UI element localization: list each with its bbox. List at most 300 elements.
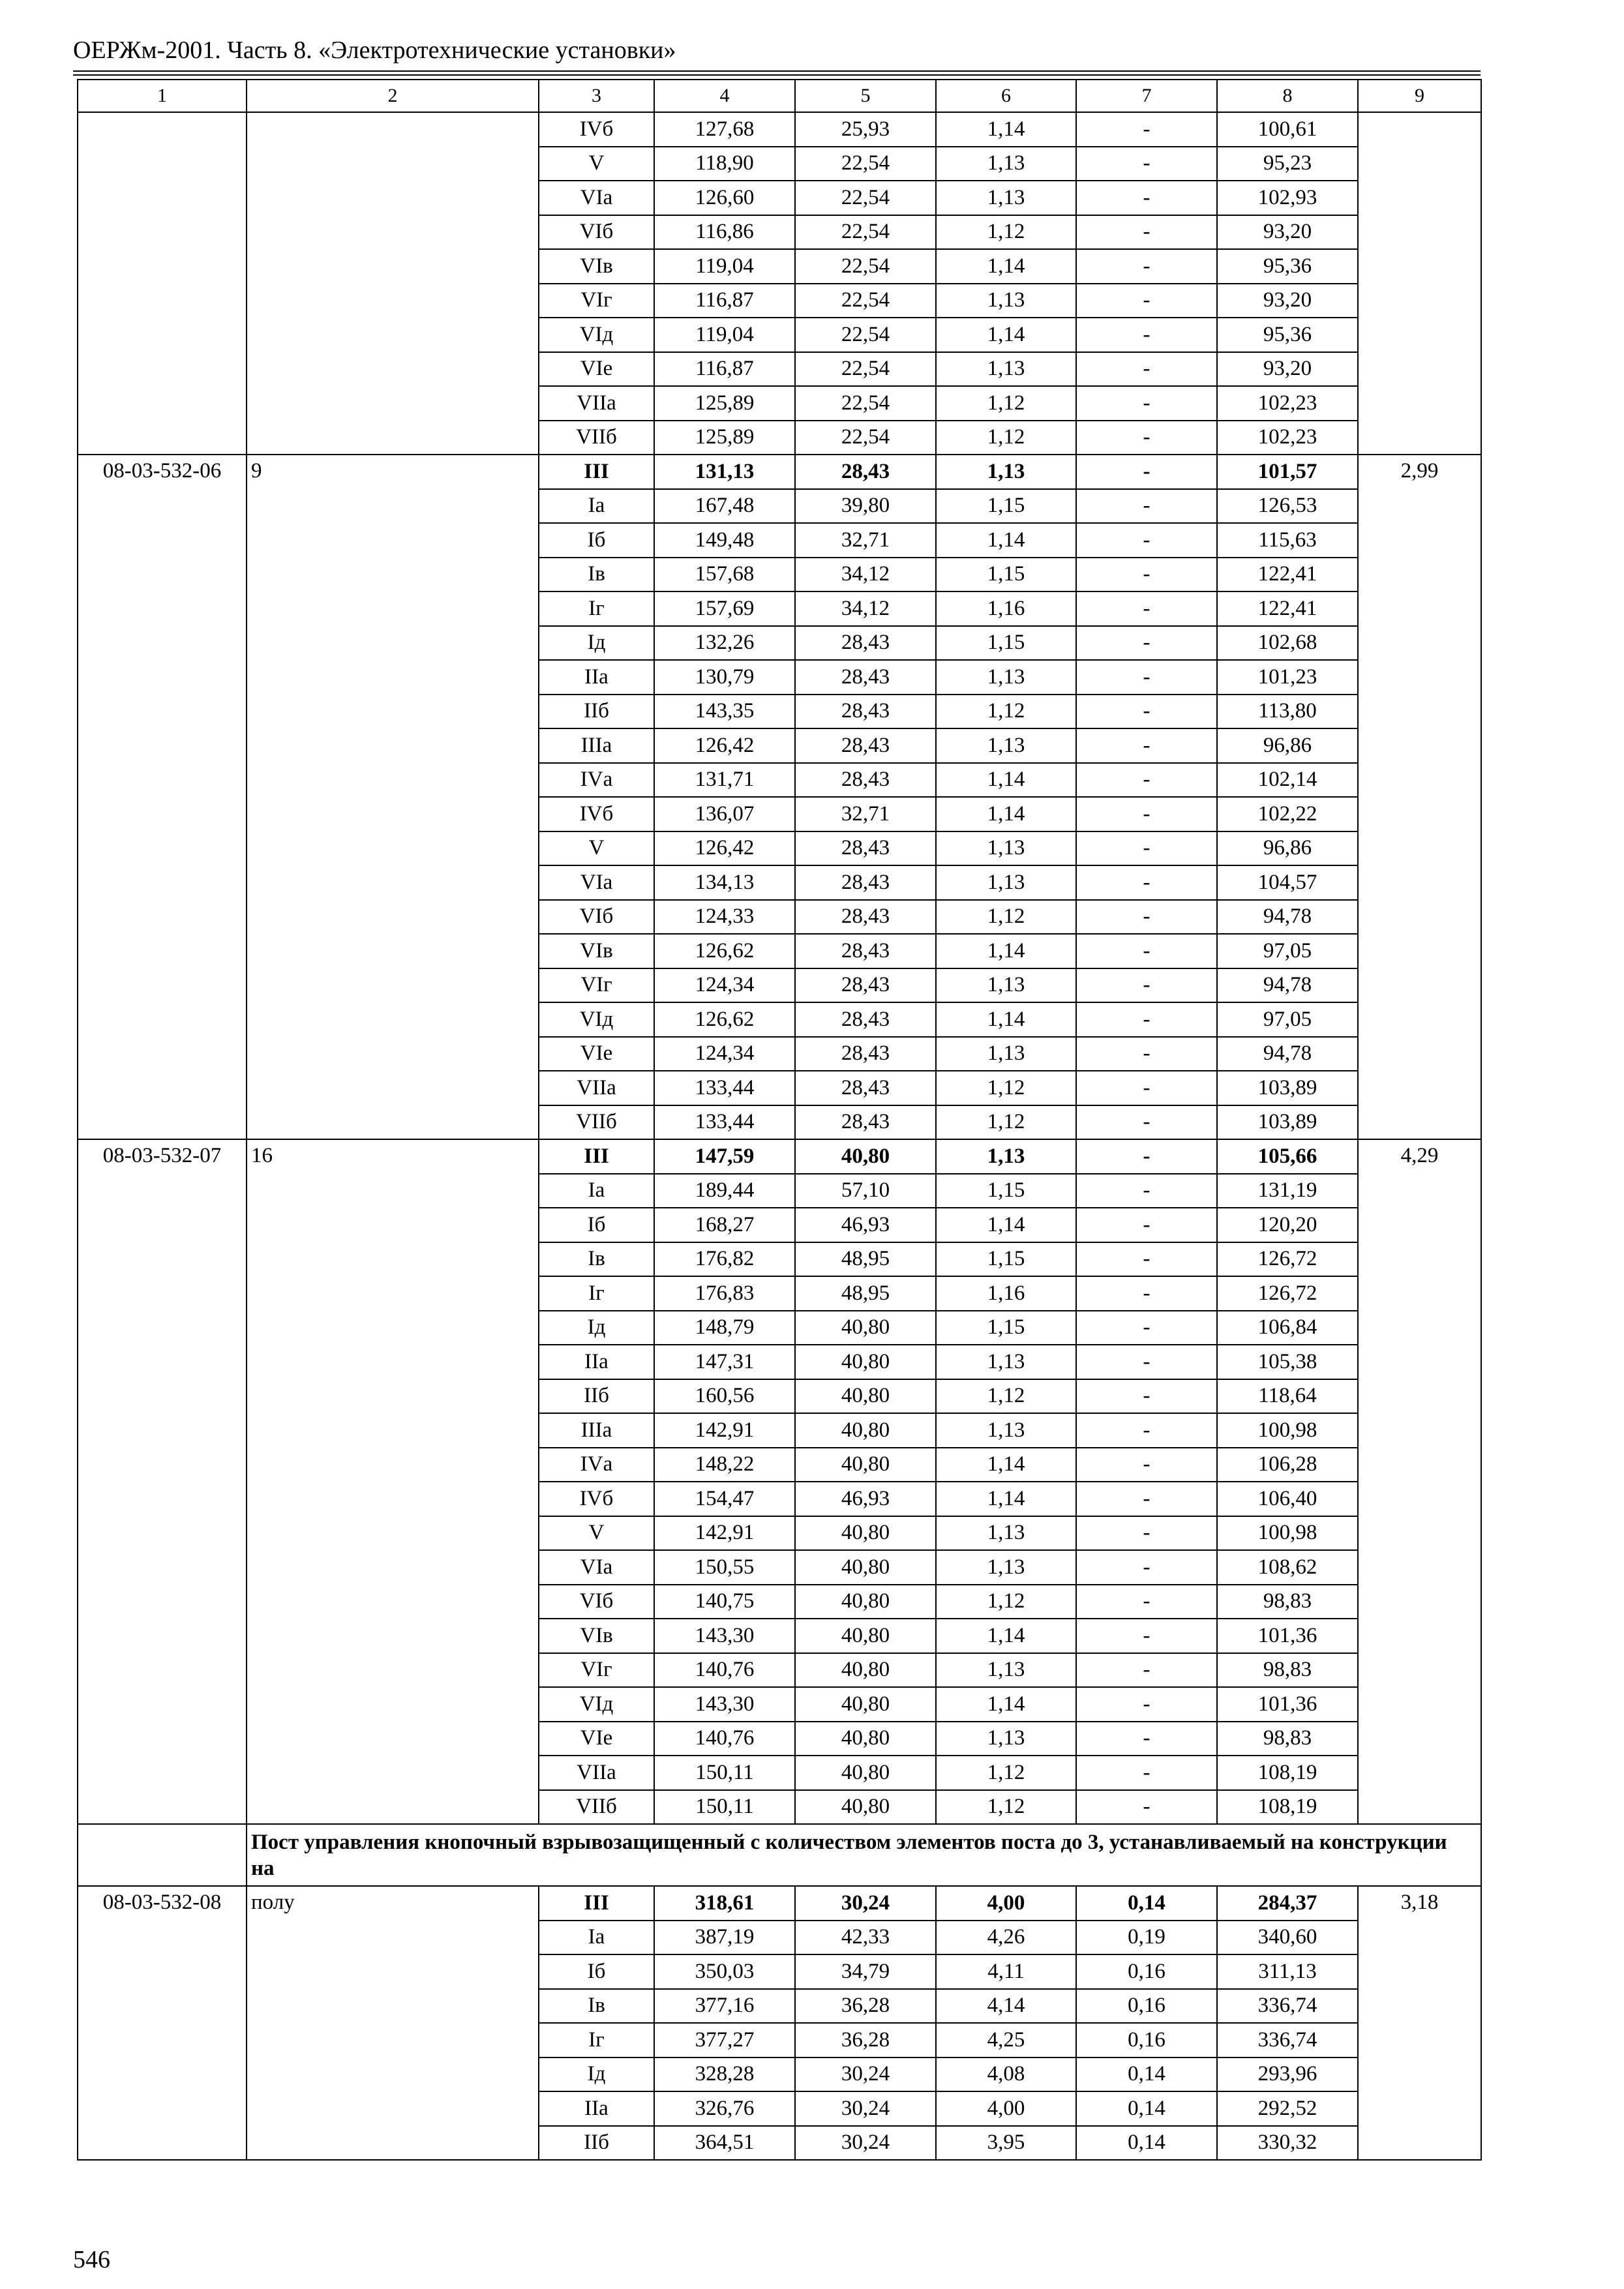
value-cell: 130,79 [654,660,795,695]
value-cell: Iв [539,1242,654,1277]
value-cell: 133,44 [654,1105,795,1140]
value-cell: 189,44 [654,1174,795,1208]
value-cell: 1,12 [936,421,1076,455]
column-number-cell: 5 [795,80,936,112]
value-cell: 95,36 [1217,249,1358,284]
value-cell: 150,11 [654,1756,795,1790]
value-cell: 293,96 [1217,2057,1358,2092]
value-cell: 115,63 [1217,523,1358,558]
value-cell: 0,16 [1076,2023,1217,2057]
value-cell: VIIа [539,386,654,421]
header-rule [73,74,1481,76]
value-cell: 101,36 [1217,1619,1358,1653]
value-cell: V [539,147,654,181]
value-cell: 57,10 [795,1174,936,1208]
value-cell: 98,83 [1217,1585,1358,1619]
value-cell: VIа [539,865,654,900]
page-number: 546 [73,2246,110,2273]
value-cell: 40,80 [795,1653,936,1688]
value-cell: Iв [539,558,654,592]
value-cell: 318,61 [654,1886,795,1921]
value-cell: 30,24 [795,2126,936,2161]
value-cell: - [1076,797,1217,831]
value-cell: 1,13 [936,352,1076,387]
value-cell: 377,16 [654,1989,795,2024]
value-cell: 176,83 [654,1276,795,1311]
value-cell: - [1076,1174,1217,1208]
value-cell: 1,13 [936,1413,1076,1448]
value-cell: 22,54 [795,181,936,215]
value-cell: 22,54 [795,318,936,352]
value-cell: 1,13 [936,147,1076,181]
value-cell: - [1076,249,1217,284]
value-cell: IIа [539,1345,654,1379]
value-cell: 28,43 [795,900,936,935]
norm-cell [1358,112,1481,455]
value-cell: 1,14 [936,1448,1076,1482]
value-cell: - [1076,1722,1217,1756]
value-cell: 103,89 [1217,1071,1358,1105]
value-cell: VIIа [539,1071,654,1105]
value-cell: 160,56 [654,1379,795,1414]
value-cell: - [1076,865,1217,900]
value-cell: - [1076,1687,1217,1722]
value-cell: IVб [539,112,654,147]
value-cell: - [1076,455,1217,489]
value-cell: 1,12 [936,1585,1076,1619]
value-cell: Iг [539,1276,654,1311]
value-cell: III [539,455,654,489]
value-cell: 93,20 [1217,284,1358,318]
value-cell: 132,26 [654,626,795,661]
value-cell: 1,13 [936,728,1076,763]
value-cell: VIд [539,318,654,352]
rate-code-cell: 08-03-532-06 [78,455,247,1139]
value-cell: 140,75 [654,1585,795,1619]
value-cell: 150,11 [654,1790,795,1825]
value-cell: 28,43 [795,660,936,695]
value-cell: 40,80 [795,1756,936,1790]
value-cell: Iд [539,1311,654,1345]
value-cell: 105,66 [1217,1139,1358,1174]
value-cell: 1,13 [936,660,1076,695]
value-cell: 1,14 [936,1619,1076,1653]
value-cell: 140,76 [654,1722,795,1756]
value-cell: 326,76 [654,2091,795,2126]
value-cell: 1,12 [936,1790,1076,1825]
value-cell: 1,14 [936,934,1076,968]
value-cell: 364,51 [654,2126,795,2161]
value-cell: 108,19 [1217,1756,1358,1790]
value-cell: 387,19 [654,1921,795,1955]
column-number-cell: 3 [539,80,654,112]
value-cell: VIд [539,1687,654,1722]
value-cell: 140,76 [654,1653,795,1688]
value-cell: 100,98 [1217,1516,1358,1551]
rate-description-cell: 16 [247,1139,539,1824]
value-cell: 48,95 [795,1276,936,1311]
value-cell: VIд [539,1002,654,1037]
value-cell: 28,43 [795,968,936,1003]
value-cell: 22,54 [795,421,936,455]
value-cell: 96,86 [1217,831,1358,866]
value-cell: 1,15 [936,1174,1076,1208]
value-cell: 157,69 [654,591,795,626]
value-cell: VIб [539,215,654,250]
value-cell: 30,24 [795,2091,936,2126]
value-cell: 22,54 [795,284,936,318]
value-cell: 28,43 [795,455,936,489]
value-cell: 1,12 [936,1071,1076,1105]
value-cell: 142,91 [654,1413,795,1448]
value-cell: Iа [539,1921,654,1955]
value-cell: III [539,1886,654,1921]
value-cell: 40,80 [795,1585,936,1619]
value-cell: - [1076,1550,1217,1585]
value-cell: VIа [539,1550,654,1585]
value-cell: 46,93 [795,1482,936,1516]
value-cell: 22,54 [795,352,936,387]
value-cell: 28,43 [795,1105,936,1140]
value-cell: 336,74 [1217,1989,1358,2024]
value-cell: - [1076,352,1217,387]
value-cell: 4,08 [936,2057,1076,2092]
value-cell: 36,28 [795,2023,936,2057]
value-cell: VIб [539,1585,654,1619]
value-cell: Iд [539,626,654,661]
value-cell: 1,15 [936,558,1076,592]
value-cell: 125,89 [654,421,795,455]
value-cell: 108,62 [1217,1550,1358,1585]
value-cell: 1,12 [936,900,1076,935]
value-cell: 40,80 [795,1722,936,1756]
value-cell: 22,54 [795,386,936,421]
value-cell: 126,72 [1217,1242,1358,1277]
value-cell: 157,68 [654,558,795,592]
value-cell: 28,43 [795,934,936,968]
value-cell: - [1076,1379,1217,1414]
value-cell: 48,95 [795,1242,936,1277]
value-cell: - [1076,1208,1217,1242]
value-cell: - [1076,968,1217,1003]
value-cell: - [1076,523,1217,558]
value-cell: 118,64 [1217,1379,1358,1414]
value-cell: 126,42 [654,831,795,866]
value-cell: 147,59 [654,1139,795,1174]
value-cell: 176,82 [654,1242,795,1277]
value-cell: VIе [539,1037,654,1071]
value-cell: 122,41 [1217,591,1358,626]
value-cell: IIIа [539,1413,654,1448]
value-cell: 118,90 [654,147,795,181]
value-cell: 34,12 [795,558,936,592]
value-cell: 126,62 [654,1002,795,1037]
value-cell: 94,78 [1217,1037,1358,1071]
value-cell: 97,05 [1217,934,1358,968]
value-cell: 1,12 [936,386,1076,421]
value-cell: 1,14 [936,797,1076,831]
value-cell: 136,07 [654,797,795,831]
value-cell: 1,14 [936,523,1076,558]
norm-cell: 4,29 [1358,1139,1481,1824]
column-number-cell: 9 [1358,80,1481,112]
value-cell: 125,89 [654,386,795,421]
value-cell: 3,95 [936,2126,1076,2161]
value-cell: - [1076,626,1217,661]
value-cell: VIа [539,181,654,215]
value-cell: - [1076,1516,1217,1551]
value-cell: 116,86 [654,215,795,250]
value-cell: 148,79 [654,1311,795,1345]
value-cell: VIе [539,1722,654,1756]
value-cell: 101,57 [1217,455,1358,489]
value-cell: Iв [539,1989,654,2024]
value-cell: 34,12 [795,591,936,626]
value-cell: 22,54 [795,215,936,250]
value-cell: 124,34 [654,968,795,1003]
value-cell: 131,71 [654,763,795,798]
value-cell: 1,13 [936,284,1076,318]
value-cell: 126,60 [654,181,795,215]
rate-description-cell: полу [247,1886,539,2160]
value-cell: 39,80 [795,489,936,524]
value-cell: 0,14 [1076,2126,1217,2161]
value-cell: - [1076,660,1217,695]
value-cell: 1,14 [936,763,1076,798]
value-cell: 32,71 [795,523,936,558]
value-cell: 40,80 [795,1311,936,1345]
value-cell: 1,13 [936,1139,1076,1174]
value-cell: 4,00 [936,1886,1076,1921]
value-cell: - [1076,1105,1217,1140]
value-cell: IVб [539,1482,654,1516]
value-cell: 34,79 [795,1954,936,1989]
column-number-row [78,80,1481,112]
value-cell: 108,19 [1217,1790,1358,1825]
value-cell: 1,14 [936,112,1076,147]
value-cell: 1,12 [936,695,1076,729]
rate-code-cell: 08-03-532-07 [78,1139,247,1824]
value-cell: 22,54 [795,147,936,181]
value-cell: 350,03 [654,1954,795,1989]
value-cell: 0,14 [1076,2091,1217,2126]
value-cell: 143,35 [654,695,795,729]
value-cell: VIв [539,934,654,968]
value-cell: - [1076,112,1217,147]
value-cell: 28,43 [795,728,936,763]
value-cell: 1,13 [936,181,1076,215]
value-cell: - [1076,831,1217,866]
value-cell: 105,38 [1217,1345,1358,1379]
value-cell: 150,55 [654,1550,795,1585]
value-cell: Iг [539,2023,654,2057]
value-cell: - [1076,489,1217,524]
value-cell: IIа [539,660,654,695]
value-cell: 28,43 [795,1037,936,1071]
value-cell: 124,34 [654,1037,795,1071]
value-cell: IIб [539,2126,654,2161]
rate-code-cell [78,112,247,455]
value-cell: 127,68 [654,112,795,147]
value-cell: 102,68 [1217,626,1358,661]
rate-description-cell [247,112,539,455]
value-cell: 1,16 [936,591,1076,626]
value-cell: 154,47 [654,1482,795,1516]
value-cell: - [1076,1071,1217,1105]
value-cell: 93,20 [1217,215,1358,250]
value-cell: 147,31 [654,1345,795,1379]
value-cell: 40,80 [795,1516,936,1551]
value-cell: VIв [539,249,654,284]
value-cell: 102,23 [1217,386,1358,421]
value-cell: 95,23 [1217,147,1358,181]
value-cell: 1,14 [936,249,1076,284]
value-cell: Iб [539,1954,654,1989]
value-cell: 1,13 [936,1516,1076,1551]
value-cell: IVа [539,1448,654,1482]
value-cell: 36,28 [795,1989,936,2024]
value-cell: 102,22 [1217,797,1358,831]
value-cell: 97,05 [1217,1002,1358,1037]
value-cell: 32,71 [795,797,936,831]
value-cell: 167,48 [654,489,795,524]
value-cell: - [1076,1242,1217,1277]
value-cell: 1,13 [936,1722,1076,1756]
value-cell: - [1076,1413,1217,1448]
value-cell: 100,98 [1217,1413,1358,1448]
value-cell: VIг [539,968,654,1003]
value-cell: - [1076,1585,1217,1619]
value-cell: 40,80 [795,1345,936,1379]
value-cell: 149,48 [654,523,795,558]
value-cell: - [1076,1448,1217,1482]
value-cell: 98,83 [1217,1653,1358,1688]
value-cell: 0,16 [1076,1954,1217,1989]
table-row [78,455,1481,489]
value-cell: Iб [539,1208,654,1242]
value-cell: V [539,831,654,866]
value-cell: Iа [539,489,654,524]
value-cell: - [1076,421,1217,455]
value-cell: 102,93 [1217,181,1358,215]
value-cell: 330,32 [1217,2126,1358,2161]
value-cell: 120,20 [1217,1208,1358,1242]
value-cell: 1,13 [936,1037,1076,1071]
value-cell: 28,43 [795,1002,936,1037]
value-cell: 106,40 [1217,1482,1358,1516]
value-cell: 40,80 [795,1687,936,1722]
value-cell: 101,36 [1217,1687,1358,1722]
value-cell: 40,80 [795,1550,936,1585]
value-cell: 126,42 [654,728,795,763]
rate-description-cell: 9 [247,455,539,1139]
value-cell: 40,80 [795,1379,936,1414]
value-cell: IIа [539,2091,654,2126]
table-row [78,1139,1481,1174]
value-cell: 328,28 [654,2057,795,2092]
column-number-cell: 4 [654,80,795,112]
value-cell: - [1076,1002,1217,1037]
value-cell: VIIб [539,1105,654,1140]
value-cell: - [1076,934,1217,968]
table-row [78,112,1481,147]
value-cell: 40,80 [795,1413,936,1448]
value-cell: 28,43 [795,763,936,798]
value-cell: - [1076,763,1217,798]
value-cell: 4,14 [936,1989,1076,2024]
page-header-title: ОЕРЖм-2001. Часть 8. «Электротехнические установки» [73,37,676,64]
value-cell: VIIб [539,1790,654,1825]
value-cell: 93,20 [1217,352,1358,387]
value-cell: VIг [539,1653,654,1688]
column-number-cell: 2 [247,80,539,112]
value-cell: III [539,1139,654,1174]
value-cell: - [1076,1482,1217,1516]
value-cell: 30,24 [795,1886,936,1921]
value-cell: 95,36 [1217,318,1358,352]
value-cell: 0,14 [1076,2057,1217,2092]
value-cell: 143,30 [654,1687,795,1722]
value-cell: 4,11 [936,1954,1076,1989]
value-cell: - [1076,1139,1217,1174]
value-cell: Iд [539,2057,654,2092]
value-cell: 1,15 [936,1242,1076,1277]
value-cell: - [1076,558,1217,592]
value-cell: 124,33 [654,900,795,935]
value-cell: 1,15 [936,489,1076,524]
value-cell: 1,13 [936,865,1076,900]
value-cell: VIб [539,900,654,935]
value-cell: 1,14 [936,1002,1076,1037]
value-cell: 40,80 [795,1790,936,1825]
value-cell: 94,78 [1217,968,1358,1003]
value-cell: 168,27 [654,1208,795,1242]
value-cell: 106,84 [1217,1311,1358,1345]
value-cell: 1,12 [936,215,1076,250]
value-cell: 336,74 [1217,2023,1358,2057]
value-cell: 0,14 [1076,1886,1217,1921]
value-cell: - [1076,215,1217,250]
rates-table-body [78,80,1481,2160]
value-cell: Iг [539,591,654,626]
value-cell: - [1076,1790,1217,1825]
column-number-cell: 6 [936,80,1076,112]
value-cell: 119,04 [654,249,795,284]
value-cell: - [1076,1037,1217,1071]
value-cell: 28,43 [795,1071,936,1105]
value-cell: 340,60 [1217,1921,1358,1955]
value-cell: 1,14 [936,1687,1076,1722]
value-cell: - [1076,1276,1217,1311]
value-cell: 46,93 [795,1208,936,1242]
rate-code-cell: 08-03-532-08 [78,1886,247,2160]
empty-cell [78,1824,247,1886]
value-cell: 1,13 [936,1550,1076,1585]
value-cell: - [1076,147,1217,181]
value-cell: - [1076,695,1217,729]
value-cell: 0,19 [1076,1921,1217,1955]
value-cell: - [1076,1653,1217,1688]
column-number-cell: 1 [78,80,247,112]
value-cell: 100,61 [1217,112,1358,147]
value-cell: 1,12 [936,1379,1076,1414]
value-cell: - [1076,591,1217,626]
value-cell: 102,23 [1217,421,1358,455]
value-cell: IVб [539,797,654,831]
value-cell: 143,30 [654,1619,795,1653]
value-cell: 1,13 [936,968,1076,1003]
value-cell: - [1076,1619,1217,1653]
